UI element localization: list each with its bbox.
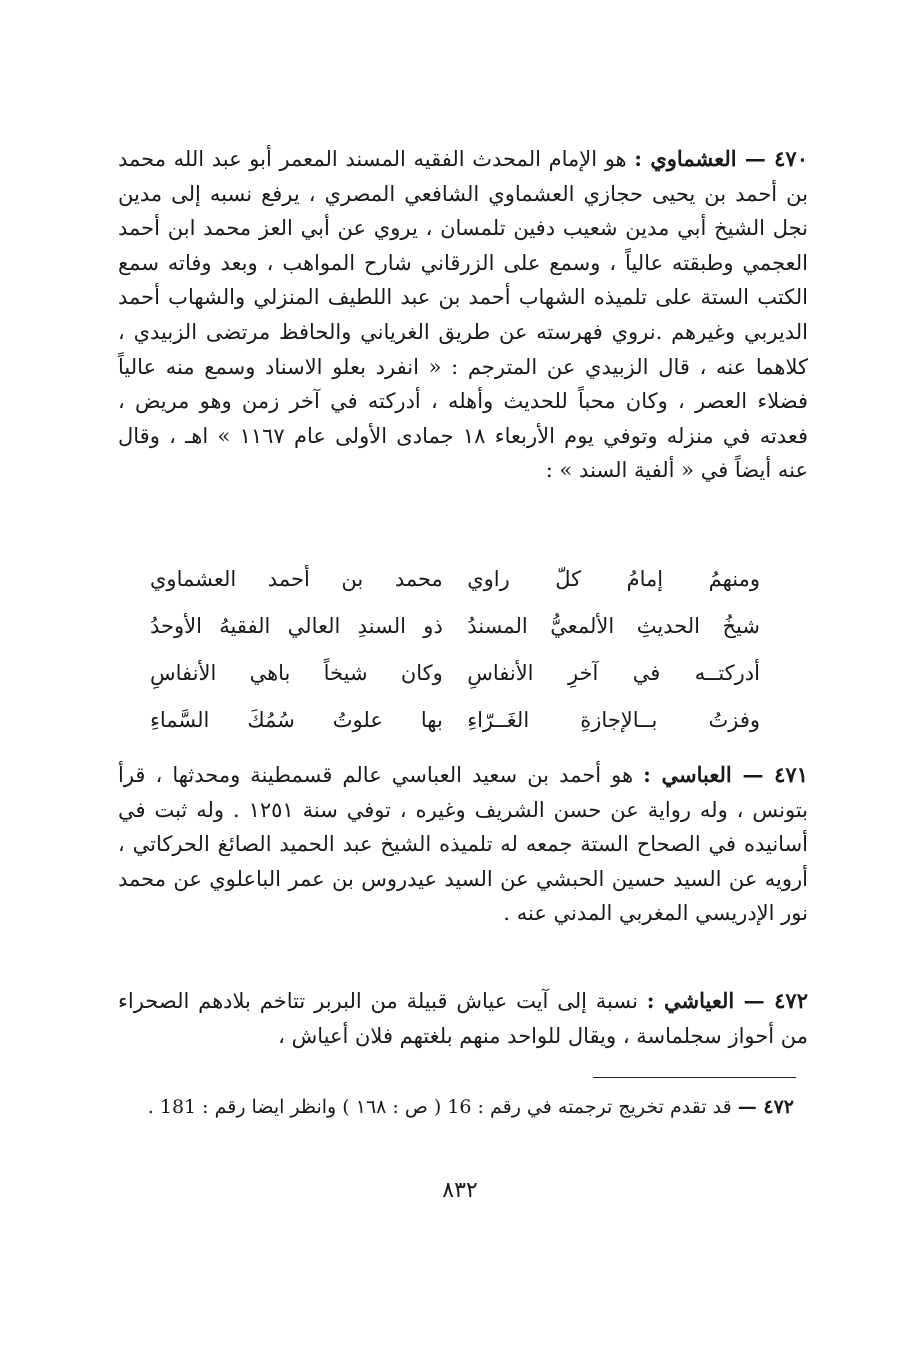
verse-second-half: ذو السندِ العالي الفقيهُ الأوحدُ bbox=[150, 614, 443, 638]
entry-heading: ٤٧٢ — العياشي : bbox=[646, 988, 808, 1013]
verse-second-half: محمد بن أحمد العشماوي bbox=[150, 567, 443, 591]
poem-verse bbox=[150, 650, 760, 697]
entry-body: نسبة إلى آيت عياش قبيلة من البربر تتاخم بلادهم الصحراء من أحواز سجلماسة ، ويقال للواحد منهم بلغتهم فلان أعياش ، bbox=[118, 989, 808, 1048]
page-number: ٨٣٢ bbox=[442, 1178, 478, 1203]
entry-body: هو الإمام المحدث الفقيه المسند المعمر أبو عبد الله محمد بن أحمد بن يحيى حجازي العشماوي الشافعي المصري ، يرفع نسبه إلى مدين نجل الشيخ أبي مدين شعيب دفين تلمسان ، يروي عن أبي العز محمد ابن أحمد العجمي وطبقته عالياً ، وسمع على الزرقاني شارح المواهب ، وبعد وفاته سمع الكتب الستة على تلميذه الشهاب أحمد بن عبد اللطيف المنزلي والشهاب أحمد الديربي وغيرهم .نروي فهرسته عن طريق الغرياني والحافظ مرتضى الزبيدي ، كلاهما عنه ، قال الزبيدي عن المترجم : « انفرد بعلو الاسناد وسمع منه عالياً فضلاء العصر ، وكان محباً للحديث وأهله ، أدركته في آخر زمن وهو مريض ، فعدته في منزله وتوفي يوم الأربعاء ١٨ جمادى الأولى عام ١١٦٧ » اهـ ، وقال عنه أيضاً في « ألفية السند » : bbox=[118, 147, 808, 483]
entry-470 bbox=[118, 142, 808, 488]
entry-heading: ٤٧١ — العباسي : bbox=[643, 762, 808, 787]
footnote-number: ٤٧٢ — bbox=[737, 1096, 794, 1118]
footnote-divider bbox=[593, 1077, 796, 1078]
verse-first-half: أدركتــه في آخرِ الأنفاسِ bbox=[467, 661, 760, 685]
poem-verse bbox=[150, 556, 760, 603]
poem-verse bbox=[150, 697, 760, 744]
verse-second-half: بها علوتُ سُمُكَ السَّماءِ bbox=[150, 708, 443, 732]
entry-body: هو أحمد بن سعيد العباسي عالم قسمطينة ومحدثها ، قرأ بتونس ، وله رواية عن حسن الشريف وغيره ، توفي سنة ١٢٥١ . وله ثبت في أسانيده في الصحاح الستة جمعه له تلميذه الشيخ عبد الحميد الصائغ الحركاتي ، أرويه عن السيد حسين الحبشي عن السيد عيدروس بن عمر الباعلوي عن محمد نور الإدريسي المغربي المدني عنه . bbox=[118, 763, 808, 926]
footnote-text: قد تقدم تخريج ترجمته في رقم : 16 ( ص : ١٦٨ ) وانظر ايضا رقم : 181 . bbox=[147, 1096, 732, 1118]
verse-first-half: ومنهمُ إمامُ كلّ راوي bbox=[467, 567, 760, 591]
footnote bbox=[122, 1092, 794, 1123]
entry-heading: ٤٧٠ — العشماوي : bbox=[634, 146, 808, 171]
verse-second-half: وكان شيخاً باهي الأنفاسِ bbox=[150, 661, 443, 685]
poem-verse bbox=[150, 603, 760, 650]
verse-first-half: وفزتُ بــالإجازةِ الغَــرّاءِ bbox=[467, 708, 760, 732]
poem bbox=[150, 556, 760, 744]
entry-472 bbox=[118, 984, 808, 1053]
verse-first-half: شيخُ الحديثِ الألمعيُّ المسندُ bbox=[467, 614, 760, 638]
entry-471 bbox=[118, 758, 808, 931]
